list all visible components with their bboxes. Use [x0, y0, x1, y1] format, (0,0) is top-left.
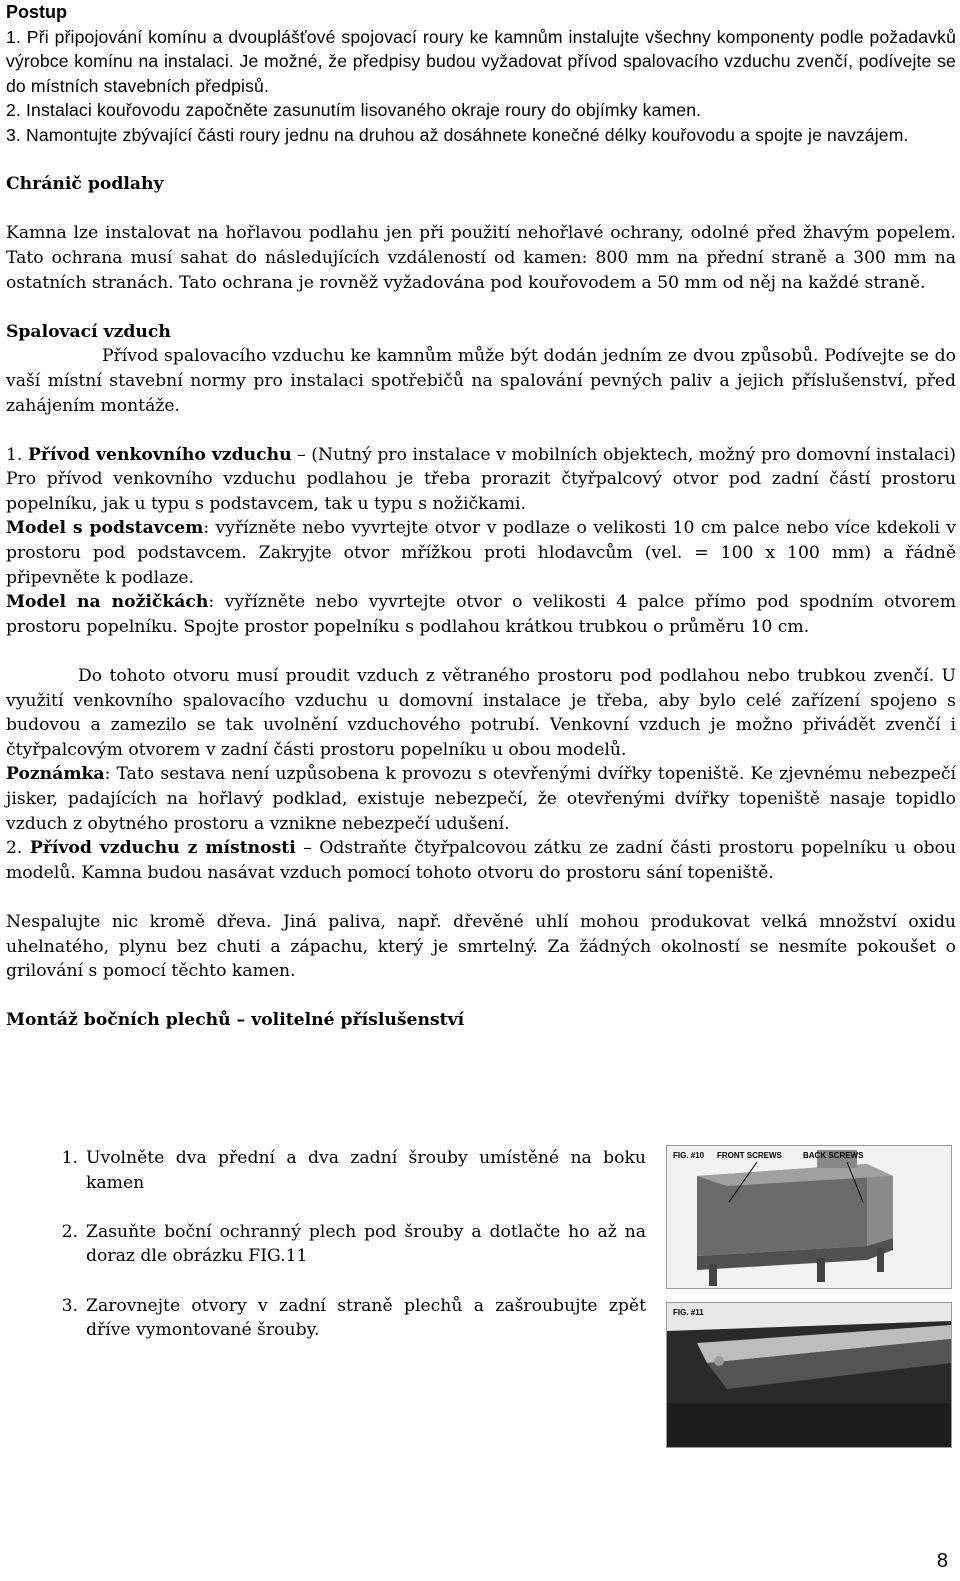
- fig11-label: FIG. #11: [673, 1308, 704, 1317]
- vzduch-option-1: 1. Přívod venkovního vzduchu – (Nutný pro instalace v mobilních objektech, možný pro domovní instalaci) Pro přívod venkovního vzduchu podlahou je třeba prorazit čtyřpalcový otvor pod zadní částí prostoru popelníku, jak u typu s podstavcem, tak u typu s nožičkami.: [6, 444, 957, 514]
- postup-item-3: 3. Namontujte zbývající části roury jednu na druhou až dosáhnete konečné délky kouřovodu a spojte je navzájem.: [6, 124, 909, 145]
- chranic-heading: Chránič podlahy: [6, 174, 164, 195]
- figure-10: [666, 1145, 952, 1289]
- side-panel-photo: [667, 1303, 951, 1447]
- postup-item-1: 1. Při připojování komínu a dvouplášťové spojovací roury ke kamnům instalujte všechny komponenty podle požadavků výrobce komínu na instalaci. Je možné, že předpisy budou vyžadovat přívod spalovacího vzduchu zvenčí, podívejte se do místních stavebních předpisů.: [6, 26, 956, 96]
- fig10-label: FIG. #10: [673, 1151, 705, 1160]
- vzduch-option-2: 2. Přívod vzduchu z místnosti – Odstraňte čtyřpalcovou zátku ze zadní části prostoru popelníku u obou modelů. Kamna budou nasávat vzduch pomocí tohoto otvoru do prostoru sání topeniště.: [6, 838, 957, 883]
- vzduch-paragraph: Do tohoto otvoru musí proudit vzduch z větraného prostoru pod podlahou nebo trubkou zvenčí. U využití venkovního spalovacího vzduchu u domovní instalace je třeba, aby bylo celé zařízení spojeno s budovou a zamezilo se tak uvolnění vzduchového potrubí. Venkovní vzduch je možno přivádět zvenčí i čtyřpalcovým otvorem v zadní části prostoru popelníku u obou modelů.: [6, 666, 956, 760]
- page-number: 8: [936, 1550, 948, 1572]
- postup-heading: Postup: [6, 2, 67, 22]
- vzduch-note: Poznámka: Tato sestava není uzpůsobena k provozu s otevřenými dvířky topeniště. Ke zjevnému nebezpečí jisker, padajících na hořlavý podklad, existuje nebezpečí, že otevřenými dvířky topeniště nasaje topidlo vzduch z obytného prostoru a vznikne nebezpečí udušení.: [6, 764, 956, 834]
- model-podstavec: Model s podstavcem: vyřízněte nebo vyvrtejte otvor v podlaze o velikosti 10 cm palce nebo více kdekoli v prostoru pod podstavcem. Zakryjte otvor mřížkou proti hlodavcům (vel. = 100 x 100 mm) a řádně připevněte k podlaze.: [6, 518, 956, 588]
- chranic-paragraph: Kamna lze instalovat na hořlavou podlahu jen při použití nehořlavé ochrany, odolné před žhavým popelem. Tato ochrana musí sahat do následujících vzdáleností od kamen: 800 mm na přední straně a 300 mm na ostatních stranách. Tato ochrana je rovněž vyžadována pod kouřovodem a 50 mm od něj na každé straně.: [6, 223, 956, 293]
- montaz-heading: Montáž bočních plechů – volitelné příslušenství: [6, 1010, 465, 1031]
- stove-side-photo: [667, 1146, 951, 1288]
- postup-section: [6, 0, 956, 148]
- montaz-step: 1. Uvolněte dva přední a dva zadní šrouby umístěné na boku kamen: [61, 1148, 646, 1193]
- montaz-step: 2. Zasuňte boční ochranný plech pod šrouby a dotlačte ho až na doraz dle obrázku FIG.11: [61, 1221, 646, 1267]
- montaz-steps: [6, 1146, 646, 1343]
- fig10-back-screws: BACK SCREWS: [803, 1151, 864, 1160]
- model-nozicky: Model na nožičkách: vyřízněte nebo vyvrtejte otvor o velikosti 4 palce přímo pod spodním otvorem prostoru popelníku. Spojte prostor popelníku s podlahou krátkou trubkou o průměru 10 cm.: [6, 592, 956, 637]
- montaz-step: 3. Zarovnejte otvory v zadní straně plechů a zašroubujte zpět dříve vymontované šrouby.: [61, 1295, 646, 1341]
- fig10-front-screws: FRONT SCREWS: [717, 1151, 782, 1160]
- vzduch-heading: Spalovací vzduch: [6, 321, 171, 342]
- postup-item-2: 2. Instalaci kouřovodu započněte zasunutím lisovaného okraje roury do objímky kamen.: [6, 100, 702, 121]
- vzduch-intro: Přívod spalovacího vzduchu ke kamnům může být dodán jedním ze dvou způsobů. Podívejte se do vaší místní stavební normy pro instalaci spotřebičů na spalování pevných paliv a jejich příslušenství, před zahájením montáže.: [6, 346, 957, 416]
- figure-11: [666, 1302, 952, 1448]
- warning-paragraph: Nespalujte nic kromě dřeva. Jiná paliva, např. dřevěné uhlí mohou produkovat velká množství oxidu uhelnatého, plynu bez chuti a zápachu, který je smrtelný. Za žádných okolností se nesmíte pokoušet o grilování s pomocí těchto kamen.: [6, 911, 956, 982]
